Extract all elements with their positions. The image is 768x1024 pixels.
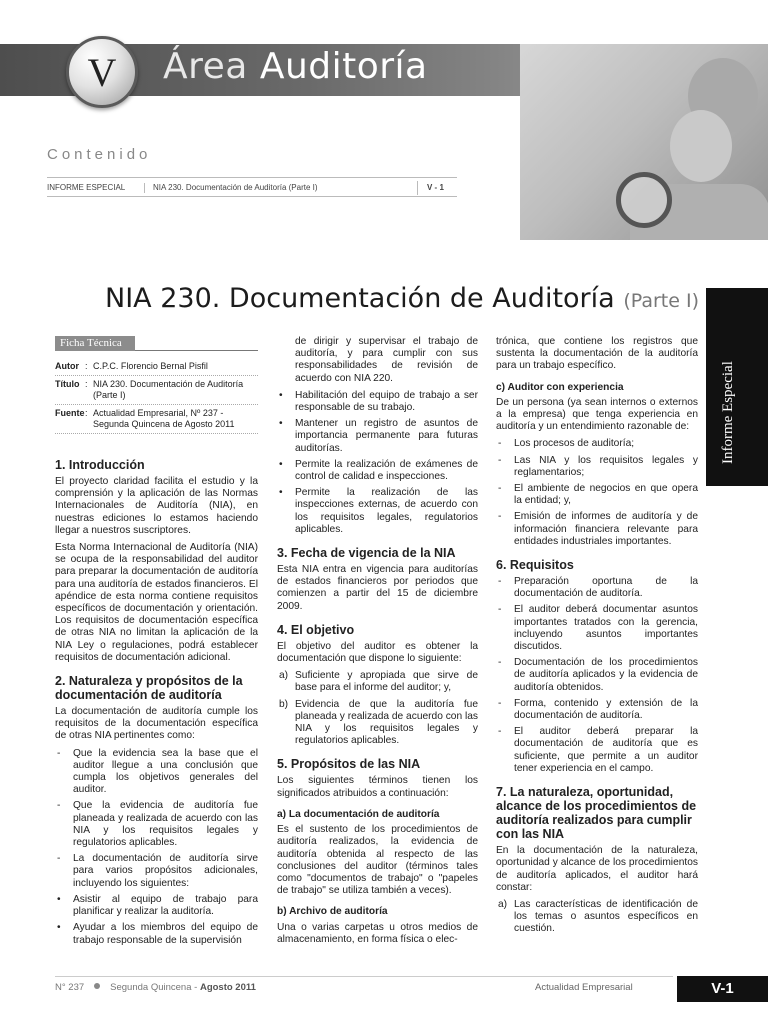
paragraph: de dirigir y supervisar el trabajo de auditoría, y para cumplir con sus responsabilidades de revisión de acuerdo con NIA 220.	[295, 336, 478, 384]
column-1	[55, 336, 258, 951]
article-subtitle: (Parte I)	[623, 290, 699, 312]
list-item: • Habilitación del equipo de trabajo a ser responsable de su trabajo.	[279, 389, 478, 414]
heading-objetivo: 4. El objetivo	[277, 622, 355, 637]
heading-naturaleza: 2. Naturaleza y propósitos de la documentación de auditoría	[55, 674, 243, 703]
list-item: a) Suficiente y apropiada que sirve de base para el informe del auditor; y,	[279, 670, 478, 694]
magnifier-icon	[616, 172, 672, 228]
ficha-row: Título : NIA 230. Documentación de Auditoría (Parte I)	[55, 376, 258, 405]
column-2	[277, 336, 478, 951]
paragraph: Una o varias carpetas u otros medios de almacenamiento, en forma física o elec-	[277, 921, 478, 945]
paragraph: El proyecto claridad facilita el estudio y la comprensión y la aplicación de las Normas Internacionales de Auditoría (NIA), en nuestras ediciones lo estamos haciendo llegar a nuestros suscriptores.	[55, 476, 258, 536]
issue-number: N° 237	[55, 982, 85, 993]
paragraph: Esta Norma Internacional de Auditoría (NIA) se ocupa de la responsabilidad del auditor para preparar la documentación de auditoría para una auditoría de estados financieros. El apéndice de esta norma contiene requisitos específicos de documentación y orientación. Los requisitos de documentación específica de otras NIA no limitan la aplicación de la NIA Ley o regulaciones, podrá establecer requisitos de documentación adicional.	[55, 542, 258, 663]
ficha-key: Fuente	[55, 408, 85, 418]
contenido-label: Contenido	[47, 146, 152, 163]
list-item: a) Las características de identificación de los temas o asuntos específicos en cuestión.	[498, 898, 698, 935]
publication-name: Actualidad Empresarial	[535, 982, 633, 993]
issue-period: Segunda Quincena -	[110, 982, 198, 993]
side-tab	[706, 288, 768, 486]
paragraph: Es el sustento de los procedimientos de auditoría realizados, la evidencia de auditoría obtenida al respecto de las conclusiones del auditor (términos tales como "documentos de trabajo" o "papeles de trabajo" se utiliza también a veces).	[277, 824, 478, 897]
toc-divider	[417, 181, 418, 195]
list-item: • Asistir al equipo de trabajo para planificar y realizar la auditoría.	[57, 893, 258, 918]
footer-issue	[55, 982, 256, 993]
list	[496, 576, 698, 775]
article-title-text: NIA 230. Documentación de Auditoría	[105, 283, 615, 314]
paragraph: En la documentación de la naturaleza, oportunidad y alcance de los procedimientos de auditoría aplicados, el auditor hará constar:	[496, 845, 698, 893]
subheading-auditor-experiencia: c) Auditor con experiencia	[496, 381, 624, 393]
paragraph: Los siguientes términos tienen los significados atribuidos a continuación:	[277, 775, 478, 799]
list-item: • Permite la realización de exámenes de control de calidad e inspecciones.	[279, 458, 478, 483]
list	[496, 438, 698, 548]
list-item: - El ambiente de negocios en que opera la entidad; y,	[498, 483, 698, 507]
section-roman: V	[87, 49, 117, 95]
paragraph: trónica, que contiene los registros que sustenta la documentación de la auditoría para un trabajo específico.	[496, 336, 698, 372]
list	[496, 899, 698, 936]
list-item: • Permite la realización de las inspecciones externas, de acuerdo con los requisitos legales, regulatorios aplicables.	[279, 487, 478, 535]
photo-person2-icon	[670, 110, 732, 182]
subheading-archivo: b) Archivo de auditoría	[277, 906, 388, 918]
list-item: - Las NIA y los requisitos legales y reglamentarios;	[498, 454, 698, 478]
page-number: V-1	[677, 976, 768, 1002]
ficha-key: Autor	[55, 361, 79, 371]
toc-section: INFORME ESPECIAL	[47, 183, 145, 193]
list-item: - La documentación de auditoría sirve para varios propósitos adicionales, incluyendo los siguientes:	[57, 853, 258, 889]
list-item: - Preparación oportuna de la documentación de auditoría.	[498, 576, 698, 600]
header-photo	[520, 44, 768, 240]
subheading-documentacion: a) La documentación de auditoría	[277, 808, 440, 820]
ficha-value: Actualidad Empresarial, Nº 237 - Segunda Quincena de Agosto 2011	[93, 408, 235, 429]
list-item: - Emisión de informes de auditoría y de información financiera relevante para entidades industriales importantes.	[498, 511, 698, 547]
paragraph: Esta NIA entra en vigencia para auditorías de estados financieros por periodos que comienzen a partir del 15 de diciembre 2009.	[277, 564, 478, 612]
footer-rule	[55, 976, 673, 977]
heading-requisitos: 6. Requisitos	[496, 558, 574, 573]
ficha-key: Título	[55, 379, 80, 389]
list-item: - El auditor deberá preparar la documentación de auditoría que es suficiente, que permite a un auditor tener experiencia en el campo.	[498, 726, 698, 774]
list-item: - Documentación de los procedimientos de auditoría aplicados y la evidencia de auditoría obtenidos.	[498, 657, 698, 693]
bullet-icon	[94, 983, 100, 989]
article-title	[105, 283, 699, 314]
paragraph: La documentación de auditoría cumple los requisitos de la documentación específica de otras NIA pertinentes como:	[55, 706, 258, 742]
page-footer	[55, 976, 768, 1002]
list	[55, 748, 258, 947]
list	[277, 390, 478, 536]
list-item: - Los procesos de auditoría;	[498, 438, 635, 450]
section-badge	[66, 36, 138, 108]
list-item: b) Evidencia de que la auditoría fue planeada y realizada de acuerdo con las NIA y los requisitos legales y regulatorios aplicables.	[279, 698, 478, 747]
paragraph: De un persona (ya sean internos o externos a la empresa) que tenga experiencia en auditoría y un entendimiento razonable de:	[496, 396, 698, 433]
toc-page: V - 1	[427, 183, 444, 192]
list	[277, 670, 478, 747]
list-item: - Que la evidencia sea la base que el auditor llegue a una conclusión que cumpla los objetivos generales del auditor.	[57, 747, 258, 796]
heading-introduccion: 1. Introducción	[55, 458, 145, 472]
area-prefix: Área	[163, 46, 248, 87]
area-title	[163, 46, 428, 87]
ficha-heading: Ficha Técnica	[55, 336, 135, 351]
toc-item[interactable]: NIA 230. Documentación de Auditoría (Parte I)	[153, 183, 318, 192]
list-item: - Forma, contenido y extensión de la documentación de auditoría.	[498, 697, 698, 722]
side-tab-label: Informe Especial	[720, 361, 736, 464]
ficha-row: Autor : C.P.C. Florencio Bernal Pisfil	[55, 358, 258, 376]
ficha-value: NIA 230. Documentación de Auditoría (Parte I)	[93, 379, 244, 400]
list-item: • Mantener un registro de asuntos de importancia permanente para futuras auditorías.	[279, 418, 478, 454]
column-3	[496, 336, 698, 940]
heading-fecha-vigencia: 3. Fecha de vigencia de la NIA	[277, 546, 456, 561]
issue-month: Agosto 2011	[199, 982, 256, 993]
heading-naturaleza-oportunidad: 7. La naturaleza, oportunidad, alcance de los procedimientos de auditoría realizados para cumplir con las NIA	[496, 785, 697, 842]
paragraph: El objetivo del auditor es obtener la documentación que dispone lo siguiente:	[277, 640, 478, 665]
list-item: • Ayudar a los miembros del equipo de trabajo responsable de la supervisión	[57, 922, 258, 946]
area-name: Auditoría	[259, 46, 428, 87]
ficha-header	[55, 336, 258, 352]
ficha-row: Fuente : Actualidad Empresarial, Nº 237 - Segunda Quincena de Agosto 2011	[55, 405, 258, 434]
list-item: - Que la evidencia de auditoría fue planeada y realizada de acuerdo con las NIA y los requisitos legales y regulatorios aplicables.	[57, 800, 258, 849]
list-item: - El auditor deberá documentar asuntos importantes tratados con la gerencia, incluyendo asuntos importantes discutidos.	[498, 604, 698, 653]
toc-row[interactable]	[47, 177, 457, 197]
ficha-value: C.P.C. Florencio Bernal Pisfil	[93, 361, 208, 371]
heading-propositos: 5. Propósitos de las NIA	[277, 757, 421, 772]
